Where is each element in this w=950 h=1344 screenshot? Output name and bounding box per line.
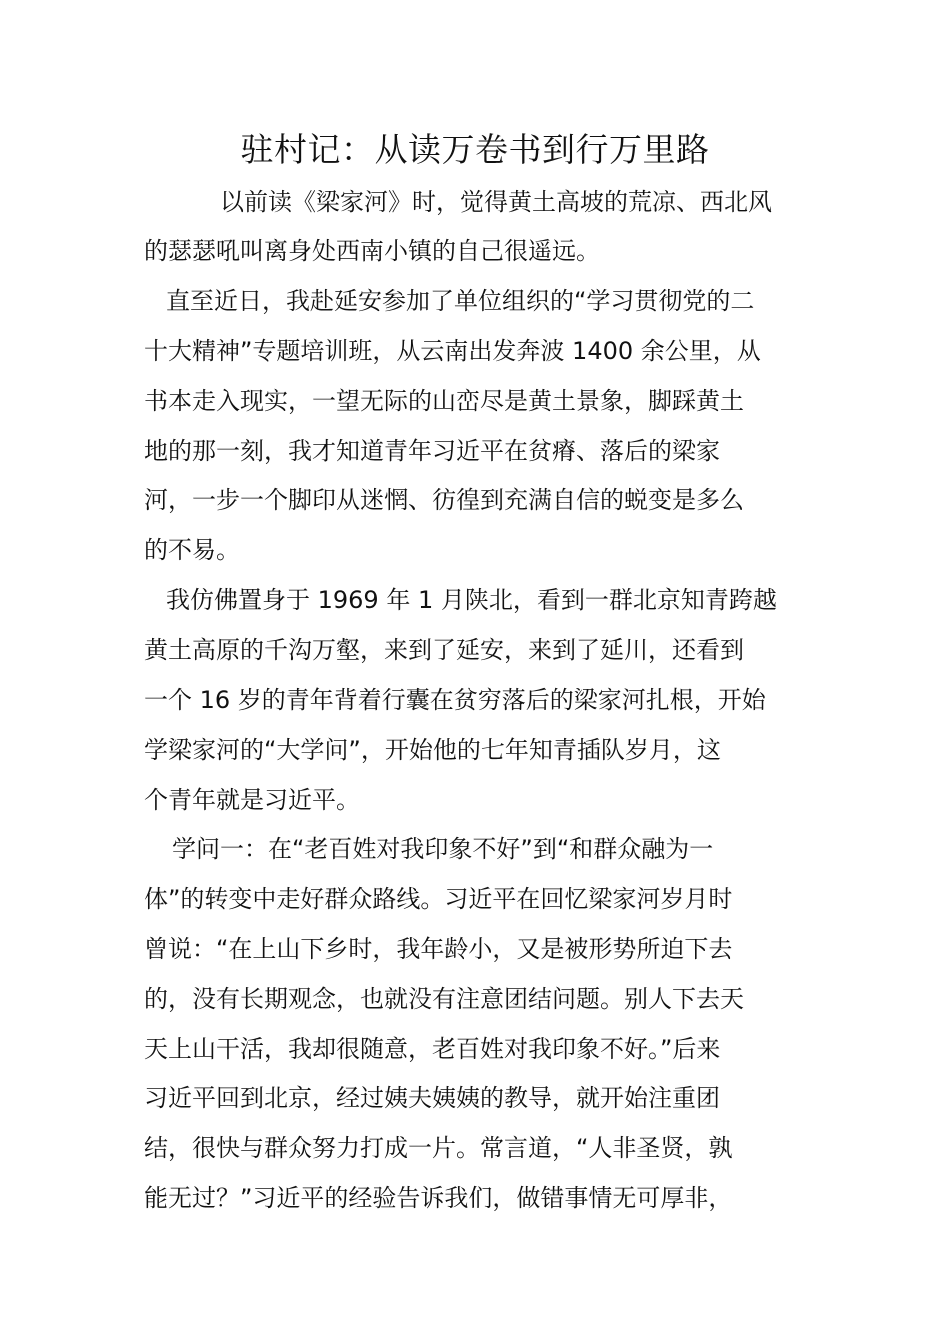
- text-line: 的，没有长期观念，也就没有注意团结问题。别人下去天: [144, 985, 744, 1013]
- text-line: 以前读《梁家河》时，觉得黄土高坡的荒凉、西北风: [220, 188, 772, 216]
- text-line: 学问一：在“老百姓对我印象不好”到“和群众融为一: [172, 835, 714, 863]
- text-line: 直至近日，我赴延安参加了单位组织的“学习贯彻党的二: [166, 287, 755, 315]
- text-line: 我仿佛置身于 1969 年 1 月陕北，看到一群北京知青跨越: [166, 586, 777, 614]
- text-line: 天上山干活，我却很随意，老百姓对我印象不好。”后来: [144, 1035, 721, 1063]
- text-line: 黄土高原的千沟万壑，来到了延安，来到了延川，还看到: [144, 636, 744, 664]
- page-title: 驻村记：从读万卷书到行万里路: [240, 130, 710, 169]
- text-line: 一个 16 岁的青年背着行囊在贫穷落后的梁家河扎根，开始: [144, 686, 766, 714]
- text-line: 的不易。: [144, 536, 240, 564]
- text-line: 地的那一刻，我才知道青年习近平在贫瘠、落后的梁家: [144, 437, 720, 465]
- text-line: 书本走入现实，一望无际的山峦尽是黄土景象，脚踩黄土: [144, 387, 744, 415]
- text-line: 个青年就是习近平。: [144, 786, 360, 814]
- text-line: 曾说：“在上山下乡时，我年龄小，又是被形势所迫下去: [144, 935, 733, 963]
- text-line: 结，很快与群众努力打成一片。常言道，“人非圣贤，孰: [144, 1134, 733, 1162]
- text-line: 学梁家河的“大学问”，开始他的七年知青插队岁月，这: [144, 736, 721, 764]
- text-line: 习近平回到北京，经过姨夫姨姨的教导，就开始注重团: [144, 1084, 720, 1112]
- text-line: 的瑟瑟吼叫离身处西南小镇的自己很遥远。: [144, 237, 600, 265]
- text-line: 体”的转变中走好群众路线。习近平在回忆梁家河岁月时: [144, 885, 733, 913]
- text-line: 能无过？”习近平的经验告诉我们，做错事情无可厚非，: [144, 1184, 733, 1212]
- text-line: 十大精神”专题培训班，从云南出发奔波 1400 余公里，从: [144, 337, 761, 365]
- text-line: 河，一步一个脚印从迷惘、彷徨到充满自信的蜕变是多么: [144, 486, 744, 514]
